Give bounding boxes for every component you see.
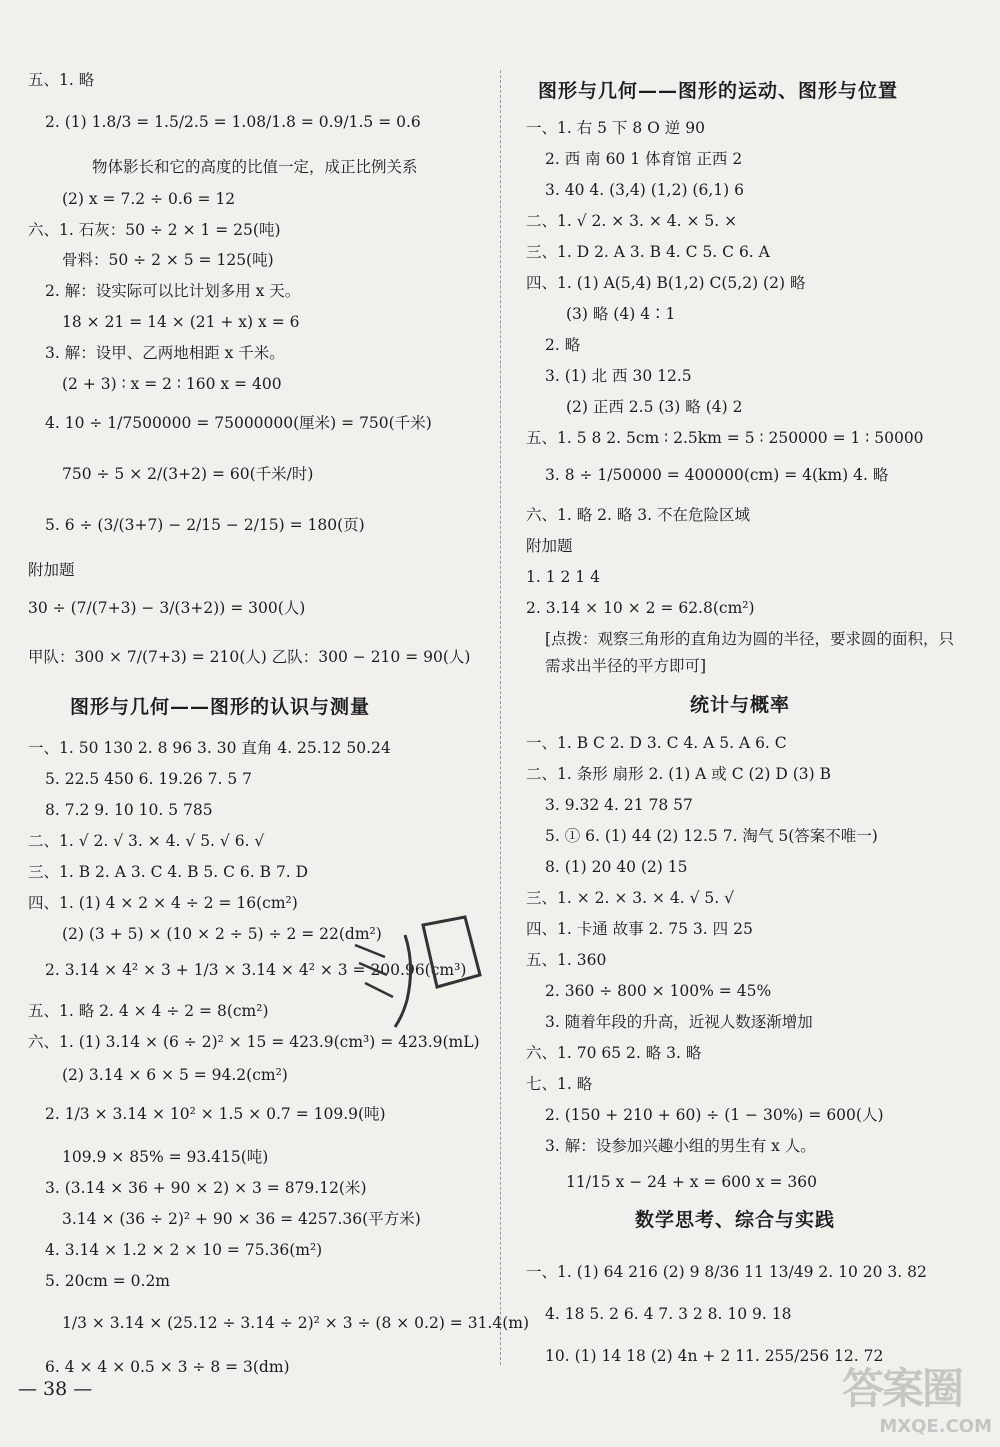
answer-line: 六、1. 略 2. 略 3. 不在危险区域 bbox=[526, 506, 751, 524]
answer-line: 109.9 × 85% = 93.415(吨) bbox=[62, 1148, 269, 1166]
answer-line: 二、1. √ 2. × 3. × 4. × 5. × bbox=[526, 212, 738, 230]
answer-line: 五、1. 略 bbox=[28, 71, 95, 89]
answer-line: 一、1. 右 5 下 8 O 逆 90 bbox=[526, 119, 705, 137]
answer-line: 8. (1) 20 40 (2) 15 bbox=[545, 858, 688, 876]
answer-line: 附加题 bbox=[28, 561, 75, 579]
section-title: 统计与概率 bbox=[690, 694, 791, 716]
answer-line: 五、1. 5 8 2. 5cm ∶ 2.5km = 5 ∶ 250000 = 1 ∶ 50000 bbox=[526, 429, 924, 447]
answer-line: 3. 8 ÷ 1/50000 = 400000(cm) = 4(km) 4. 略 bbox=[545, 466, 889, 484]
answer-line: 3. 9.32 4. 21 78 57 bbox=[545, 796, 693, 814]
answer-line: 2. 西 南 60 1 体育馆 正西 2 bbox=[545, 150, 743, 168]
answer-line: 3.14 × (36 ÷ 2)² + 90 × 36 = 4257.36(平方米) bbox=[62, 1210, 421, 1228]
answer-line: 三、1. × 2. × 3. × 4. √ 5. √ bbox=[526, 889, 735, 907]
section-title: 图形与几何——图形的运动、图形与位置 bbox=[538, 80, 899, 102]
answer-line: 4. 10 ÷ 1/7500000 = 75000000(厘米) = 750(千米) bbox=[45, 414, 432, 432]
section-title: 图形与几何——图形的认识与测量 bbox=[70, 696, 371, 718]
answer-line: (2 + 3) ∶ x = 2 ∶ 160 x = 400 bbox=[62, 375, 282, 393]
answer-line: 4. 3.14 × 1.2 × 2 × 10 = 75.36(m²) bbox=[45, 1241, 323, 1259]
answer-line: 2. 360 ÷ 800 × 100% = 45% bbox=[545, 982, 772, 1000]
page-number: — 38 — bbox=[18, 1378, 93, 1400]
answer-line: 750 ÷ 5 × 2/(3+2) = 60(千米/时) bbox=[62, 465, 314, 483]
answer-line: 3. (3.14 × 36 + 90 × 2) × 3 = 879.12(米) bbox=[45, 1179, 367, 1197]
answer-line: 5. 20cm = 0.2m bbox=[45, 1272, 171, 1290]
handwritten-sketch bbox=[345, 905, 495, 1035]
answer-line: 骨料：50 ÷ 2 × 5 = 125(吨) bbox=[62, 251, 274, 269]
answer-line: [点拨：观察三角形的直角边为圆的半径，要求圆的面积，只 bbox=[545, 630, 955, 648]
answer-line: 2. 3.14 × 4² × 3 + 1/3 × 3.14 × 4² × 3 = 200.96(cm³) bbox=[45, 961, 467, 979]
answer-line: 1/3 × 3.14 × (25.12 ÷ 3.14 ÷ 2)² × 3 ÷ (8 × 0.2) = 31.4(m) bbox=[62, 1314, 530, 1332]
answer-line: 5. 6 ÷ (3/(3+7) − 2/15 − 2/15) = 180(页) bbox=[45, 516, 365, 534]
answer-line: 3. 解：设参加兴趣小组的男生有 x 人。 bbox=[545, 1137, 816, 1155]
answer-line: (2) 正西 2.5 (3) 略 (4) 2 bbox=[566, 398, 743, 416]
answer-line: 3. 随着年段的升高，近视人数逐渐增加 bbox=[545, 1013, 813, 1031]
watermark-main: 答案圈 bbox=[842, 1364, 963, 1413]
answer-line: 四、1. (1) 4 × 2 × 4 ÷ 2 = 16(cm²) bbox=[28, 894, 298, 912]
answer-line: (2) (3 + 5) × (10 × 2 ÷ 5) ÷ 2 = 22(dm²) bbox=[62, 925, 382, 943]
answer-line: 六、1. (1) 3.14 × (6 ÷ 2)² × 15 = 423.9(cm³) = 423.9(mL) bbox=[28, 1033, 480, 1051]
watermark-url: MXQE.COM bbox=[879, 1416, 992, 1437]
answer-line: 附加题 bbox=[526, 537, 573, 555]
answer-line: 2. 3.14 × 10 × 2 = 62.8(cm²) bbox=[526, 599, 755, 617]
column-divider bbox=[500, 70, 501, 1365]
answer-line: (2) 3.14 × 6 × 5 = 94.2(cm²) bbox=[62, 1066, 288, 1084]
answer-line: 二、1. 条形 扇形 2. (1) A 或 C (2) D (3) B bbox=[526, 765, 832, 783]
answer-line: 一、1. 50 130 2. 8 96 3. 30 直角 4. 25.12 50.24 bbox=[28, 739, 391, 757]
answer-line: 2. (150 + 210 + 60) ÷ (1 − 30%) = 600(人) bbox=[545, 1106, 884, 1124]
answer-line: (3) 略 (4) 4∶1 bbox=[566, 305, 676, 323]
answer-line: 3. 解：设甲、乙两地相距 x 千米。 bbox=[45, 344, 285, 362]
answer-line: 五、1. 360 bbox=[526, 951, 607, 969]
answer-line: 4. 18 5. 2 6. 4 7. 3 2 8. 10 9. 18 bbox=[545, 1305, 792, 1323]
answer-line: 二、1. √ 2. √ 3. × 4. √ 5. √ 6. √ bbox=[28, 832, 265, 850]
answer-line: 甲队：300 × 7/(7+3) = 210(人) 乙队：300 − 210 = 90(人) bbox=[28, 648, 471, 666]
answer-line: 2. 解：设实际可以比计划多用 x 天。 bbox=[45, 282, 301, 300]
answer-line: 10. (1) 14 18 (2) 4n + 2 11. 255/256 12. 72 bbox=[545, 1347, 884, 1365]
answer-line: 三、1. B 2. A 3. C 4. B 5. C 6. B 7. D bbox=[28, 863, 309, 881]
answer-line: 2. (1) 1.8/3 = 1.5/2.5 = 1.08/1.8 = 0.9/1.5 = 0.6 bbox=[45, 113, 421, 131]
answer-line: 2. 略 bbox=[545, 336, 581, 354]
answer-line: 8. 7.2 9. 10 10. 5 785 bbox=[45, 801, 213, 819]
answer-line: 1. 1 2 1 4 bbox=[526, 568, 600, 586]
answer-line: (2) x = 7.2 ÷ 0.6 = 12 bbox=[62, 190, 236, 208]
answer-line: 六、1. 石灰：50 ÷ 2 × 1 = 25(吨) bbox=[28, 221, 281, 239]
answer-line: 一、1. B C 2. D 3. C 4. A 5. A 6. C bbox=[526, 734, 787, 752]
answer-line: 四、1. (1) A(5,4) B(1,2) C(5,2) (2) 略 bbox=[526, 274, 806, 292]
watermark bbox=[842, 1356, 992, 1441]
answer-line: 6. 4 × 4 × 0.5 × 3 ÷ 8 = 3(dm) bbox=[45, 1358, 290, 1376]
answer-line: 2. 1/3 × 3.14 × 10² × 1.5 × 0.7 = 109.9(吨) bbox=[45, 1105, 386, 1123]
answer-line: 一、1. (1) 64 216 (2) 9 8/36 11 13/49 2. 10 20 3. 82 bbox=[526, 1263, 927, 1281]
answer-line: 3. (1) 北 西 30 12.5 bbox=[545, 367, 692, 385]
answer-line: 5. ① 6. (1) 44 (2) 12.5 7. 淘气 5(答案不唯一) bbox=[545, 827, 878, 845]
answer-line: 四、1. 卡通 故事 2. 75 3. 四 25 bbox=[526, 920, 753, 938]
answer-line: 五、1. 略 2. 4 × 4 ÷ 2 = 8(cm²) bbox=[28, 1002, 269, 1020]
answer-line: 三、1. D 2. A 3. B 4. C 5. C 6. A bbox=[526, 243, 770, 261]
answer-line: 5. 22.5 450 6. 19.26 7. 5 7 bbox=[45, 770, 253, 788]
answer-line: 六、1. 70 65 2. 略 3. 略 bbox=[526, 1044, 702, 1062]
section-title: 数学思考、综合与实践 bbox=[635, 1209, 836, 1231]
answer-line: 3. 40 4. (3,4) (1,2) (6,1) 6 bbox=[545, 181, 744, 199]
answer-line: 需求出半径的平方即可] bbox=[545, 657, 707, 675]
answer-line: 11/15 x − 24 + x = 600 x = 360 bbox=[566, 1173, 818, 1191]
answer-line: 七、1. 略 bbox=[526, 1075, 593, 1093]
answer-line: 物体影长和它的高度的比值一定，成正比例关系 bbox=[92, 158, 418, 176]
answer-line: 30 ÷ (7/(7+3) − 3/(3+2)) = 300(人) bbox=[28, 599, 306, 617]
answer-line: 18 × 21 = 14 × (21 + x) x = 6 bbox=[62, 313, 300, 331]
